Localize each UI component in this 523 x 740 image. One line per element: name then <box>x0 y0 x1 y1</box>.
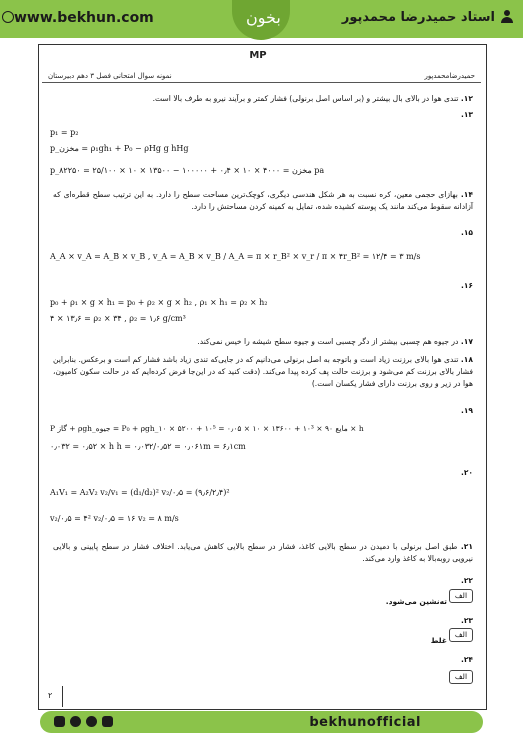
answer-20-eq2: v₂/۰٫۵ = ۴² v₂/۰٫۵ = ۱۶ v₂ = ۸ m/s <box>50 514 179 523</box>
website-url[interactable]: www.bekhun.com <box>14 10 154 26</box>
answer-23-text: غلط <box>430 636 447 645</box>
answer-18 <box>53 354 473 390</box>
answer-14-number: ۱۴. <box>460 190 473 199</box>
answer-21-number: ۲۱. <box>460 542 473 551</box>
whatsapp-icon[interactable] <box>102 716 113 727</box>
answer-13-eq3: p_مخزن = ۴۰۰۰ × ۱۰ × ۰٫۴ + ۱۰۰۰۰۰ − ۱۳۵۰۰ × ۱۰ × ۲۵/۱۰۰ = ۸۲۲۵۰ pa <box>50 166 325 175</box>
telegram-icon[interactable] <box>86 716 97 727</box>
page-number: ۲ <box>48 691 53 700</box>
answer-23-choice: الف <box>449 628 473 642</box>
sheet-header-author: حمیدرضامحمدپور <box>424 72 475 80</box>
answer-21-text: طبق اصل برنولی با دمیدن در سطح بالایی کاغذ، فشار در سطح بالایی کاهش می‌یابد. اختلاف فشار در سطح پایینی و بالایی نیرویی روبه‌بالا به کاغذ وارد می‌کند. <box>53 542 473 563</box>
globe-icon <box>2 11 14 23</box>
answer-14 <box>53 189 473 213</box>
answer-23-number: ۲۳. <box>460 616 473 625</box>
answer-22-choice: الف <box>449 589 473 603</box>
answer-19-eq2: ۰٫۰۳۲ = ۰٫۵۲ × h h = ۰٫۰۳۲/۰٫۵۲ = ۰٫۰۶۱m = ۶٫۱cm <box>50 442 246 451</box>
answer-18-text: تندی هوا بالای برزنت زیاد است و باتوجه به اصل برنولی می‌دانیم که در جایی‌که تندی زیاد باشد فشار کم است و برعکس. بنابراین فشار بالای برزنت کم می‌شود و برزنت حالت پف کرده پیدا می‌کند. (دقت کنید که در این‌جا فرض کرده‌ایم که در حالت سکون کامیون، هوا در زیر و روی برزنت دارای فشار یکسان است.) <box>53 355 473 388</box>
answer-12 <box>53 93 473 105</box>
social-handle[interactable]: bekhunofficial <box>309 715 421 730</box>
answer-12-number: ۱۲. <box>460 94 473 103</box>
answer-16-eq1: p₀ + ρ₁ × g × h₁ = p₀ + ρ₂ × g × h₂ , ρ₁ × h₁ = ρ₂ × h₂ <box>50 298 268 307</box>
top-banner <box>0 0 523 38</box>
answer-15-eq: A_A × v_A = A_B × v_B , v_A = A_B × v_B / A_A = π × r_B² × v_r / π × ۴r_B² = ۱۲/۴ = ۳ m/s <box>50 252 421 261</box>
brand-logo <box>232 0 290 40</box>
answer-12-text: تندی هوا در بالای بال بیشتر و (بر اساس اصل برنولی) فشار کمتر و برآیند نیرو به طرف بالا است. <box>152 94 459 103</box>
youtube-icon[interactable] <box>70 716 81 727</box>
answer-13-number: ۱۳. <box>460 110 473 119</box>
instagram-icon[interactable] <box>54 716 65 727</box>
teacher-name: استاد حمیدرضا محمدپور <box>341 10 495 25</box>
answer-13-eq2: p_مخزن = ρ₁gh₁ + P₀ − ρHg g hHg <box>50 144 189 153</box>
brand-logo-text: بخون <box>246 8 281 27</box>
answer-20-eq1: A₁V₁ = A₂V₂ v₂/v₁ = (d₁/d₂)² v₂/۰٫۵ = (۹٫۶/۲٫۴)² <box>50 488 230 497</box>
answer-19-number: ۱۹. <box>460 406 473 415</box>
answer-14-text: بهازای حجمی معین، کره نسبت به هر شکل هندسی دیگری، کوچک‌ترین مساحت سطح را دارد. به این ترتیب سطح قطره‌ای که آزادانه سقوط می‌کند مانند یک پوسته کشیده شده، تمایل به کمینه کردن مساحتش را دارد. <box>53 190 473 211</box>
social-bar <box>40 711 483 733</box>
answer-24-number: ۲۴. <box>460 655 473 664</box>
answer-16-number: ۱۶. <box>460 281 473 290</box>
answer-17 <box>53 336 473 348</box>
answer-22-number: ۲۲. <box>460 576 473 585</box>
header-divider <box>42 82 481 83</box>
answer-15-number: ۱۵. <box>460 228 473 237</box>
answer-21 <box>53 541 473 565</box>
answer-18-number: ۱۸. <box>460 355 473 364</box>
sheet-logo: MP <box>249 50 267 61</box>
answer-16-eq2: ۴ × ۱۳٫۶ = ρ₂ × ۳۴ , ρ₂ = ۱٫۶ g/cm³ <box>50 314 186 323</box>
answer-17-number: ۱۷. <box>460 337 473 346</box>
answer-24-choice: الف <box>449 670 473 684</box>
answer-19-eq1: P گاز + ρgh_جیوه = P₀ + ρgh_مایع ۹۰ × ۱۰³ + ۱۳۶۰۰ × ۱۰ × ۰٫۰۵ = ۱۰⁵ + ۵۲۰۰ × ۱۰ × h <box>50 424 364 433</box>
answer-22-text: ته‌نشین می‌شود. <box>385 597 447 606</box>
sheet-header-title: نمونه سوال امتحانی فصل ۳ دهم دبیرستان <box>48 72 172 80</box>
answer-20-number: ۲۰. <box>460 468 473 477</box>
answer-13-eq1: p₁ = p₂ <box>50 128 79 137</box>
answer-17-text: در جیوه هم چسبی بیشتر از دگر چسبی است و جیوه سطح شیشه را خیس نمی‌کند. <box>197 337 459 346</box>
person-icon <box>501 10 513 24</box>
